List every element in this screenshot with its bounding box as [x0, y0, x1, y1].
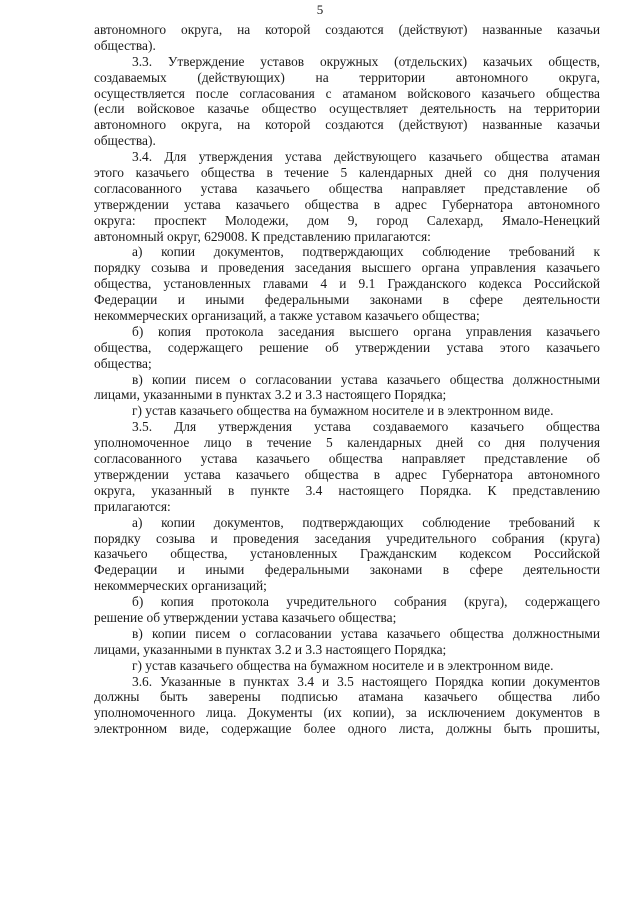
text-line: казачьего общества, установленных Гражданским кодексом Российской: [94, 546, 600, 562]
text-line: автономного округа, на которой создаются (действуют) названные казачьи: [94, 117, 600, 133]
text-line: этого казачьего общества в течение 5 календарных дней со дня получения: [94, 165, 600, 181]
text-line: общества, установленных главами 4 и 9.1 Гражданского кодекса Российской: [94, 276, 600, 292]
text-line: лицами, указанными в пунктах 3.2 и 3.3 настоящего Порядка;: [94, 387, 447, 403]
text-line: уполномоченное лицо в течение 5 календарных дней со дня получения: [94, 435, 600, 451]
text-line: автономного округа, на которой создаются (действуют) названные казачьи: [94, 22, 600, 37]
text-line: порядку созыва и проведения заседания высшего органа управления казачьего: [94, 260, 600, 276]
text-line: уполномоченного лица. Документы (их копии), за исключением документов в: [94, 705, 600, 721]
text-line: общества, содержащего решение об утверждении устава этого казачьего: [94, 339, 600, 355]
text-line: 3.3. Утверждение уставов окружных (отдельских) казачьих обществ,: [132, 53, 600, 69]
page-number: 5: [316, 2, 324, 17]
text-line: б) копия протокола заседания высшего органа управления казачьего: [132, 323, 600, 339]
text-line: общества).: [94, 37, 156, 53]
text-line: согласованного устава казачьего общества направляет представление об: [94, 180, 600, 196]
text-line: утверждении устава казачьего общества в адрес Губернатора автономного: [94, 466, 600, 482]
text-line: автономный округ, 629008. К представлению прилагаются:: [94, 228, 431, 244]
text-line: Федерации и иными федеральными законами в сфере деятельности: [94, 562, 600, 578]
text-line: решение об утверждении устава казачьего общества;: [94, 609, 397, 625]
text-line: создаваемых (действующих) на территории автономного округа,: [94, 69, 600, 85]
text-line: г) устав казачьего общества на бумажном носителе и в электронном виде.: [132, 657, 554, 673]
text-line: должны быть заверены подписью атамана казачьего общества либо: [94, 689, 600, 705]
text-line: лицами, указанными в пунктах 3.2 и 3.3 настоящего Порядка;: [94, 641, 447, 657]
text-line: а) копии документов, подтверждающих соблюдение требований к: [132, 244, 600, 260]
text-line: 3.5. Для утверждения устава создаваемого казачьего общества: [132, 419, 600, 435]
text-line: прилагаются:: [94, 498, 171, 514]
text-line: а) копии документов, подтверждающих соблюдение требований к: [132, 514, 600, 530]
text-line: согласованного устава казачьего общества направляет представление об: [94, 451, 600, 467]
text-line: общества).: [94, 133, 156, 149]
text-line: некоммерческих организаций;: [94, 578, 267, 594]
text-line: утверждении устава казачьего общества в адрес Губернатора автономного: [94, 196, 600, 212]
text-line: электронном виде, содержащие более одного листа, должны быть прошиты,: [94, 721, 600, 737]
document-body: [94, 22, 600, 737]
text-line: осуществляется после согласования с атаманом войскового казачьего общества: [94, 85, 600, 101]
text-line: округа, указанный в пункте 3.4 настоящего Порядка. К представлению: [94, 482, 600, 498]
text-line: некоммерческих организаций, а также уставом казачьего общества;: [94, 308, 480, 324]
text-line: г) устав казачьего общества на бумажном носителе и в электронном виде.: [132, 403, 554, 419]
text-line: в) копии писем о согласовании устава казачьего общества должностными: [132, 371, 600, 387]
text-line: округа: проспект Молодежи, дом 9, город Салехард, Ямало-Ненецкий: [94, 212, 600, 228]
text-line: общества;: [94, 355, 152, 371]
text-line: Федерации и иными федеральными законами в сфере деятельности: [94, 292, 600, 308]
text-line: порядку созыва и проведения заседания учредительного собрания (круга): [94, 530, 600, 546]
text-line: б) копия протокола учредительного собрания (круга), содержащего: [132, 594, 600, 610]
text-line: 3.4. Для утверждения устава действующего казачьего общества атаман: [132, 149, 600, 165]
text-line: 3.6. Указанные в пунктах 3.4 и 3.5 настоящего Порядка копии документов: [132, 673, 600, 689]
text-line: (если войсковое казачье общество осуществляет деятельность на территории: [94, 101, 600, 117]
text-line: в) копии писем о согласовании устава казачьего общества должностными: [132, 625, 600, 641]
